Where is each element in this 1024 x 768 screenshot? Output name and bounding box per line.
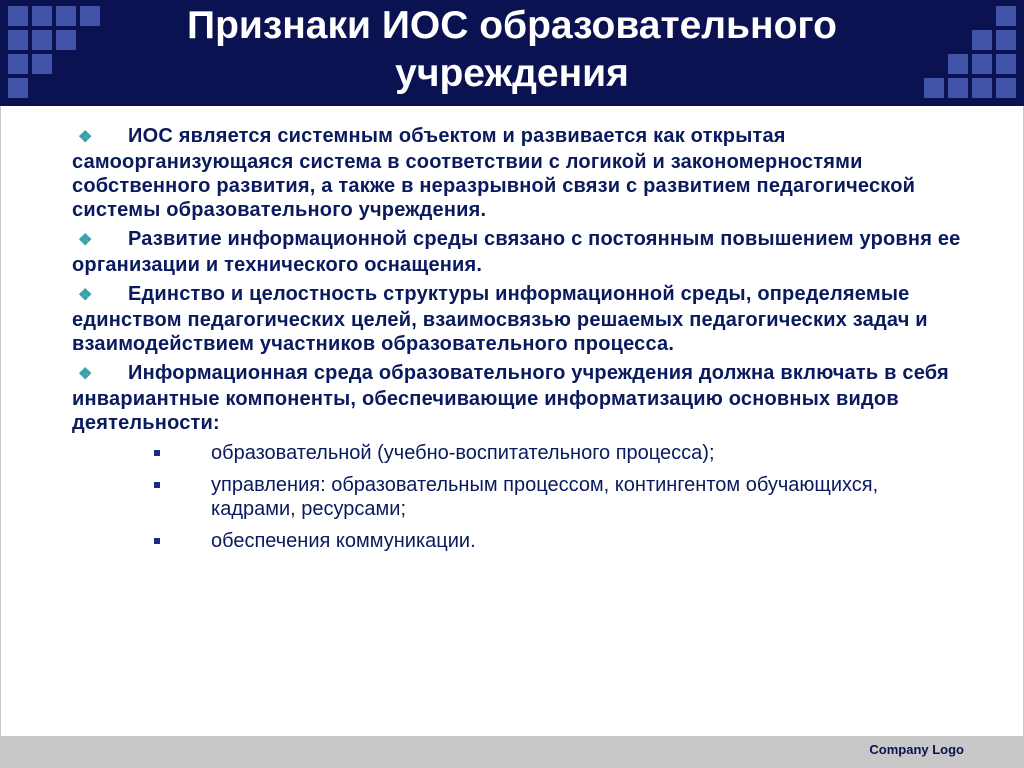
decor-square [972,54,992,74]
decor-square [32,6,52,26]
diamond-bullet-icon: ❖ [78,366,93,383]
square-bullet-icon [154,538,160,544]
sub-list [72,441,962,553]
decor-square [948,54,968,74]
decor-square [8,30,28,50]
decor-square [56,6,76,26]
sub-item-text: образовательной (учебно-воспитательного процесса); [211,442,715,464]
sub-list-item [72,441,962,465]
paragraph-3 [72,282,962,356]
decor-square [996,30,1016,50]
paragraph-text: Единство и целостность структуры информационной среды, определяемые единством педагогических целей, взаимосвязью решаемых педагогических задач и взаимодействием участников образовательного процесса. [72,283,928,355]
decor-square [972,78,992,98]
decor-square [8,6,28,26]
sub-list-item [72,473,962,521]
diamond-bullet-icon: ❖ [78,287,93,304]
decor-square [924,78,944,98]
decor-square [32,30,52,50]
footer-bar [0,736,1024,768]
decor-square [996,78,1016,98]
decor-square [8,54,28,74]
square-bullet-icon [154,482,160,488]
decor-square [56,30,76,50]
decor-square [80,6,100,26]
paragraph-4 [72,361,962,435]
decor-square [948,78,968,98]
paragraph-2 [72,227,962,277]
diamond-bullet-icon: ❖ [78,129,93,146]
decor-square [972,30,992,50]
square-bullet-icon [154,450,160,456]
slide-title: Признаки ИОС образовательного учреждения [187,4,837,95]
decor-square [996,54,1016,74]
header-bar [0,0,1024,106]
decor-square [32,54,52,74]
paragraph-text: Информационная среда образовательного учреждения должна включать в себя инвариантные компоненты, обеспечивающие информатизацию основных видов деятельности: [72,362,949,434]
paragraph-text: ИОС является системным объектом и развивается как открытая самоорганизующаяся система в соответствии с логикой и закономерностями собственного развития, а также в неразрывной связи с развитием педагогической системы образовательного учреждения. [72,125,916,221]
sub-item-text: обеспечения коммуникации. [211,530,476,552]
decor-square [996,6,1016,26]
company-logo: Company Logo [869,742,964,757]
sub-list-item [72,529,962,553]
decor-square [8,78,28,98]
diamond-bullet-icon: ❖ [78,232,93,249]
paragraph-text: Развитие информационной среды связано с постоянным повышением уровня ее организации и технического оснащения. [72,228,961,276]
sub-item-text: управления: образовательным процессом, контингентом обучающихся, кадрами, ресурсами; [211,474,879,520]
paragraph-1 [72,124,962,222]
slide-body [72,124,962,561]
